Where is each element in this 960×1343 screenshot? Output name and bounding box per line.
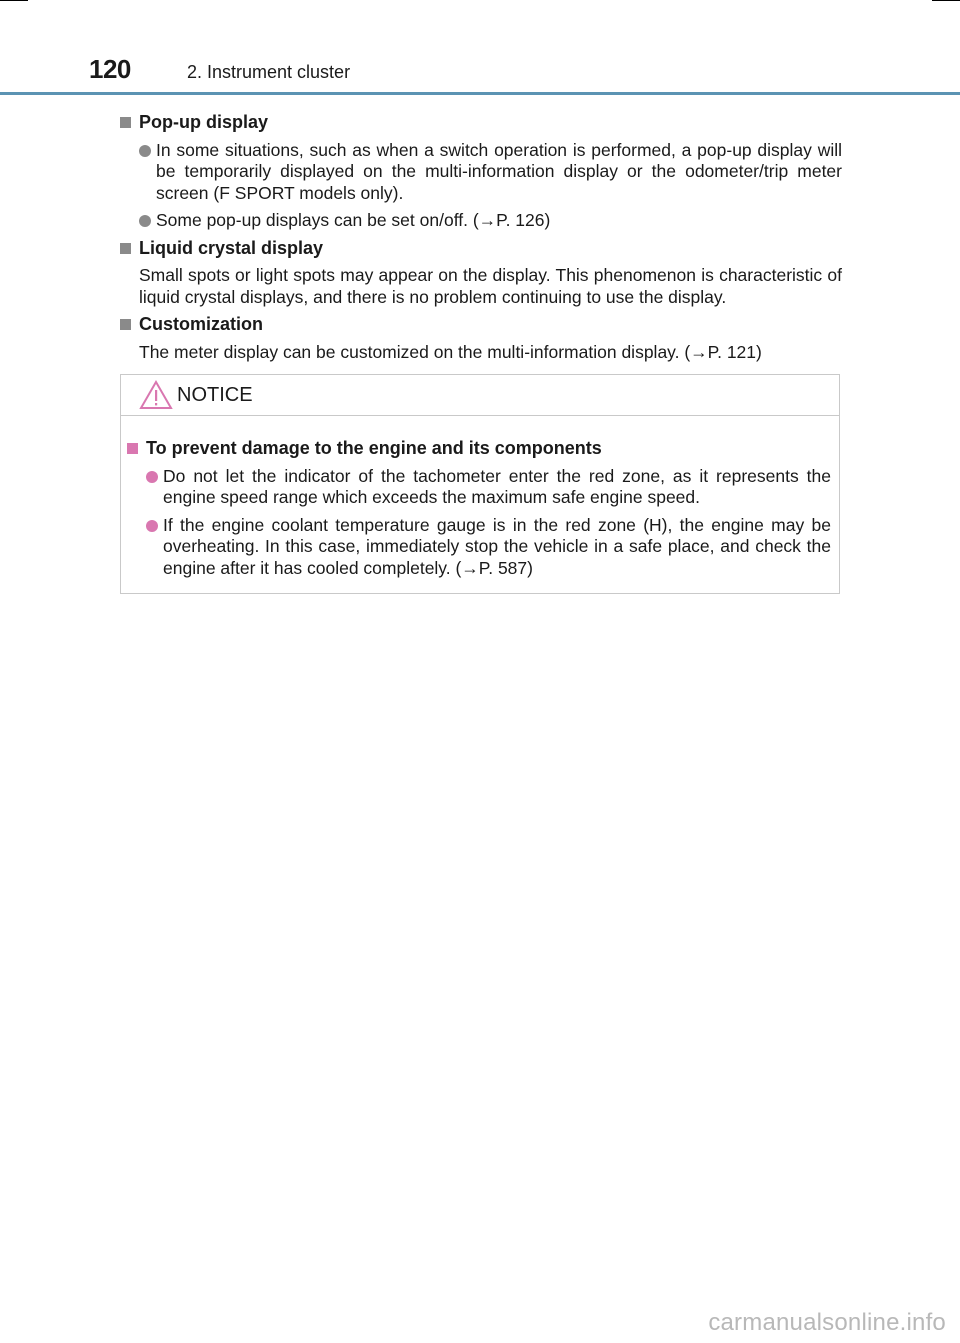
- page-header: [0, 0, 960, 96]
- main-content: [120, 106, 842, 363]
- square-bullet-icon: [127, 443, 138, 454]
- section-heading-popup: [120, 112, 842, 134]
- section-title: 2. Instrument cluster: [187, 62, 351, 82]
- list-item: [127, 466, 831, 509]
- section-paragraph: The meter display can be customized on the multi-information display. (→P. 121): [139, 341, 762, 362]
- square-bullet-icon: [120, 319, 131, 330]
- notice-box: [120, 374, 840, 594]
- notice-header: [121, 375, 839, 416]
- round-bullet-icon: [146, 471, 158, 483]
- page-number: 120: [89, 54, 131, 84]
- section-heading-customization: [120, 314, 842, 336]
- header-rule: [0, 92, 960, 95]
- section-heading-text: Customization: [139, 314, 263, 334]
- list-item: [120, 140, 842, 205]
- notice-label: NOTICE: [177, 383, 253, 406]
- section-paragraph: Small spots or light spots may appear on the display. This phenomenon is characteristic of liquid crystal displays, and there is no problem continuing to use the display.: [139, 265, 842, 307]
- square-bullet-icon: [120, 117, 131, 128]
- notice-body: [121, 416, 839, 579]
- section-heading-lcd: [120, 238, 842, 260]
- list-item-text: Some pop-up displays can be set on/off. (→P. 126): [156, 210, 551, 230]
- list-item: [127, 515, 831, 580]
- list-item-text: Do not let the indicator of the tachometer enter the red zone, as it represents the engine speed range which exceeds the maximum safe engine speed.: [163, 465, 831, 507]
- round-bullet-icon: [139, 145, 151, 157]
- notice-heading: [127, 438, 831, 460]
- warning-triangle-icon: [139, 380, 173, 410]
- round-bullet-icon: [139, 215, 151, 227]
- section-heading-text: Pop-up display: [139, 112, 269, 132]
- section-heading-text: Liquid crystal display: [139, 237, 324, 258]
- list-item-text: In some situations, such as when a switch operation is performed, a pop-up display will be temporarily displayed on the multi-information display or the odometer/trip meter screen (F SPORT models only).: [156, 139, 842, 203]
- square-bullet-icon: [120, 243, 131, 254]
- list-item: [120, 210, 842, 232]
- notice-heading-text: To prevent damage to the engine and its components: [146, 438, 602, 458]
- round-bullet-icon: [146, 520, 158, 532]
- watermark: carmanualsonline.info: [708, 1309, 946, 1336]
- list-item-text: If the engine coolant temperature gauge is in the red zone (H), the engine may be overheating. In this case, immediately stop the vehicle in a safe place, and check the engine after it has cooled completely. (→P. 587): [163, 514, 831, 578]
